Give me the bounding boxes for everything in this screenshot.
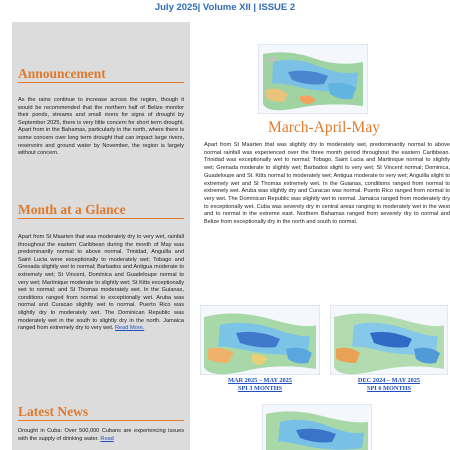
announcement-divider	[18, 82, 184, 83]
sidebar	[12, 22, 190, 450]
read-more-link[interactable]: Read More.	[115, 325, 145, 332]
latest-news-divider	[18, 420, 184, 421]
spi-6-month-caption[interactable]	[330, 377, 448, 392]
section-title: March-April-May	[268, 119, 380, 136]
spi-6-month-caption-line1[interactable]: DEC 2024 – MAY 2025	[357, 377, 421, 384]
month-at-glance-body: Apart from St Maarten that was moderately dry to very wet, rainfall throughout the eastern Caribbean during the month of May was predominantly normal to above normal. Trinidad, Anguilla and Saint Lucia were exceptionally to moderately wet; Tobago and Grenada slightly wet to normal; Barbados and Antigua moderate to extremely wet; St Vincent, Dominica and Guadeloupe normal to very wet; Martinique moderate to slightly wet; St Kitts exceptionally wet to normal; and St Thomas moderately wet. In the Guianas, conditions ranged from normal to exceptionally wet. Aruba was normal and Curacao slightly wet to normal. Puerto Rico was slightly dry to moderately wet. The Dominican Republic was moderately wet in the south to slightly dry in the north. Jamaica ranged from extremely dry to very wet.	[18, 234, 184, 332]
month-at-glance-title: Month at a Glance	[18, 202, 126, 217]
spi-3-month-map	[200, 305, 320, 375]
spi-3-month-caption[interactable]	[200, 377, 320, 392]
spi-3-month-caption-line2[interactable]: SPI 3 MONTHS	[237, 384, 283, 392]
issue-line: July 2025| Volume XII | ISSUE 2	[154, 2, 296, 13]
announcement-title: Announcement	[18, 66, 106, 81]
spi-6-month-map	[330, 305, 448, 375]
spi-6-month-caption-line2[interactable]: SPI 6 MONTHS	[366, 384, 412, 392]
spi-map-monthly	[258, 44, 368, 114]
announcement-body: As the rains continue to increase across the region, though it would be recommended that the northern half of Belize monitor their ponds, streams and small rivers for signs of drought by September 2025, there is very little concern for short term drought. Apart from in the Bahamas, particularly in the north, where there is some concern over long term drought that can impact large rivers, reservoirs and ground water by November, the region is largely without concern.	[18, 97, 184, 157]
latest-news-read-link[interactable]: Read	[100, 435, 114, 442]
newsletter-header	[0, 0, 450, 22]
latest-news-title: Latest News	[18, 404, 89, 419]
spi-3-month-caption-line1[interactable]: MAR 2025 – MAY 2025	[228, 377, 292, 384]
latest-news-body: Drought in Cuba: Over 500,000 Cubans are experiencing issues with the supply of drinking water.	[18, 428, 184, 442]
spi-12-month-map	[262, 404, 372, 450]
month-at-glance-body-block	[18, 234, 184, 333]
month-at-glance-divider	[18, 218, 184, 219]
main-summary: Apart from St Maarten that was slightly dry to moderately wet, predominantly normal to above normal rainfall was experienced over the three month period throughout the eastern Caribbean. Trinidad was exceptionally wet to normal; Tobago, Saint Lucia and Martinique normal to slightly wet; Grenada moderate to slightly wet; Barbados slight to very wet; St Vincent normal; Dominica, Guadeloupe and St. Kitts normal to moderately wet; Antigua moderate to very wet; Anguilla slight to extremely wet and St Thomas extremely wet. In the Guianas, conditions ranged from normal to extremely wet. Aruba was slightly dry and Curacao was normal. Puerto Rico ranged from normal to very wet. The Dominican Republic was slightly wet to normal. Jamaica ranged from moderately dry to exceptionally wet. Cuba was severely dry in central areas ranging to moderately wet in the west and to normal in the extreme east. Northern Bahamas ranged from severely dry to normal and Belize from exceptionally dry in the north and south to normal.	[204, 142, 450, 226]
main-content	[198, 22, 450, 450]
latest-news-body-block	[18, 428, 184, 443]
